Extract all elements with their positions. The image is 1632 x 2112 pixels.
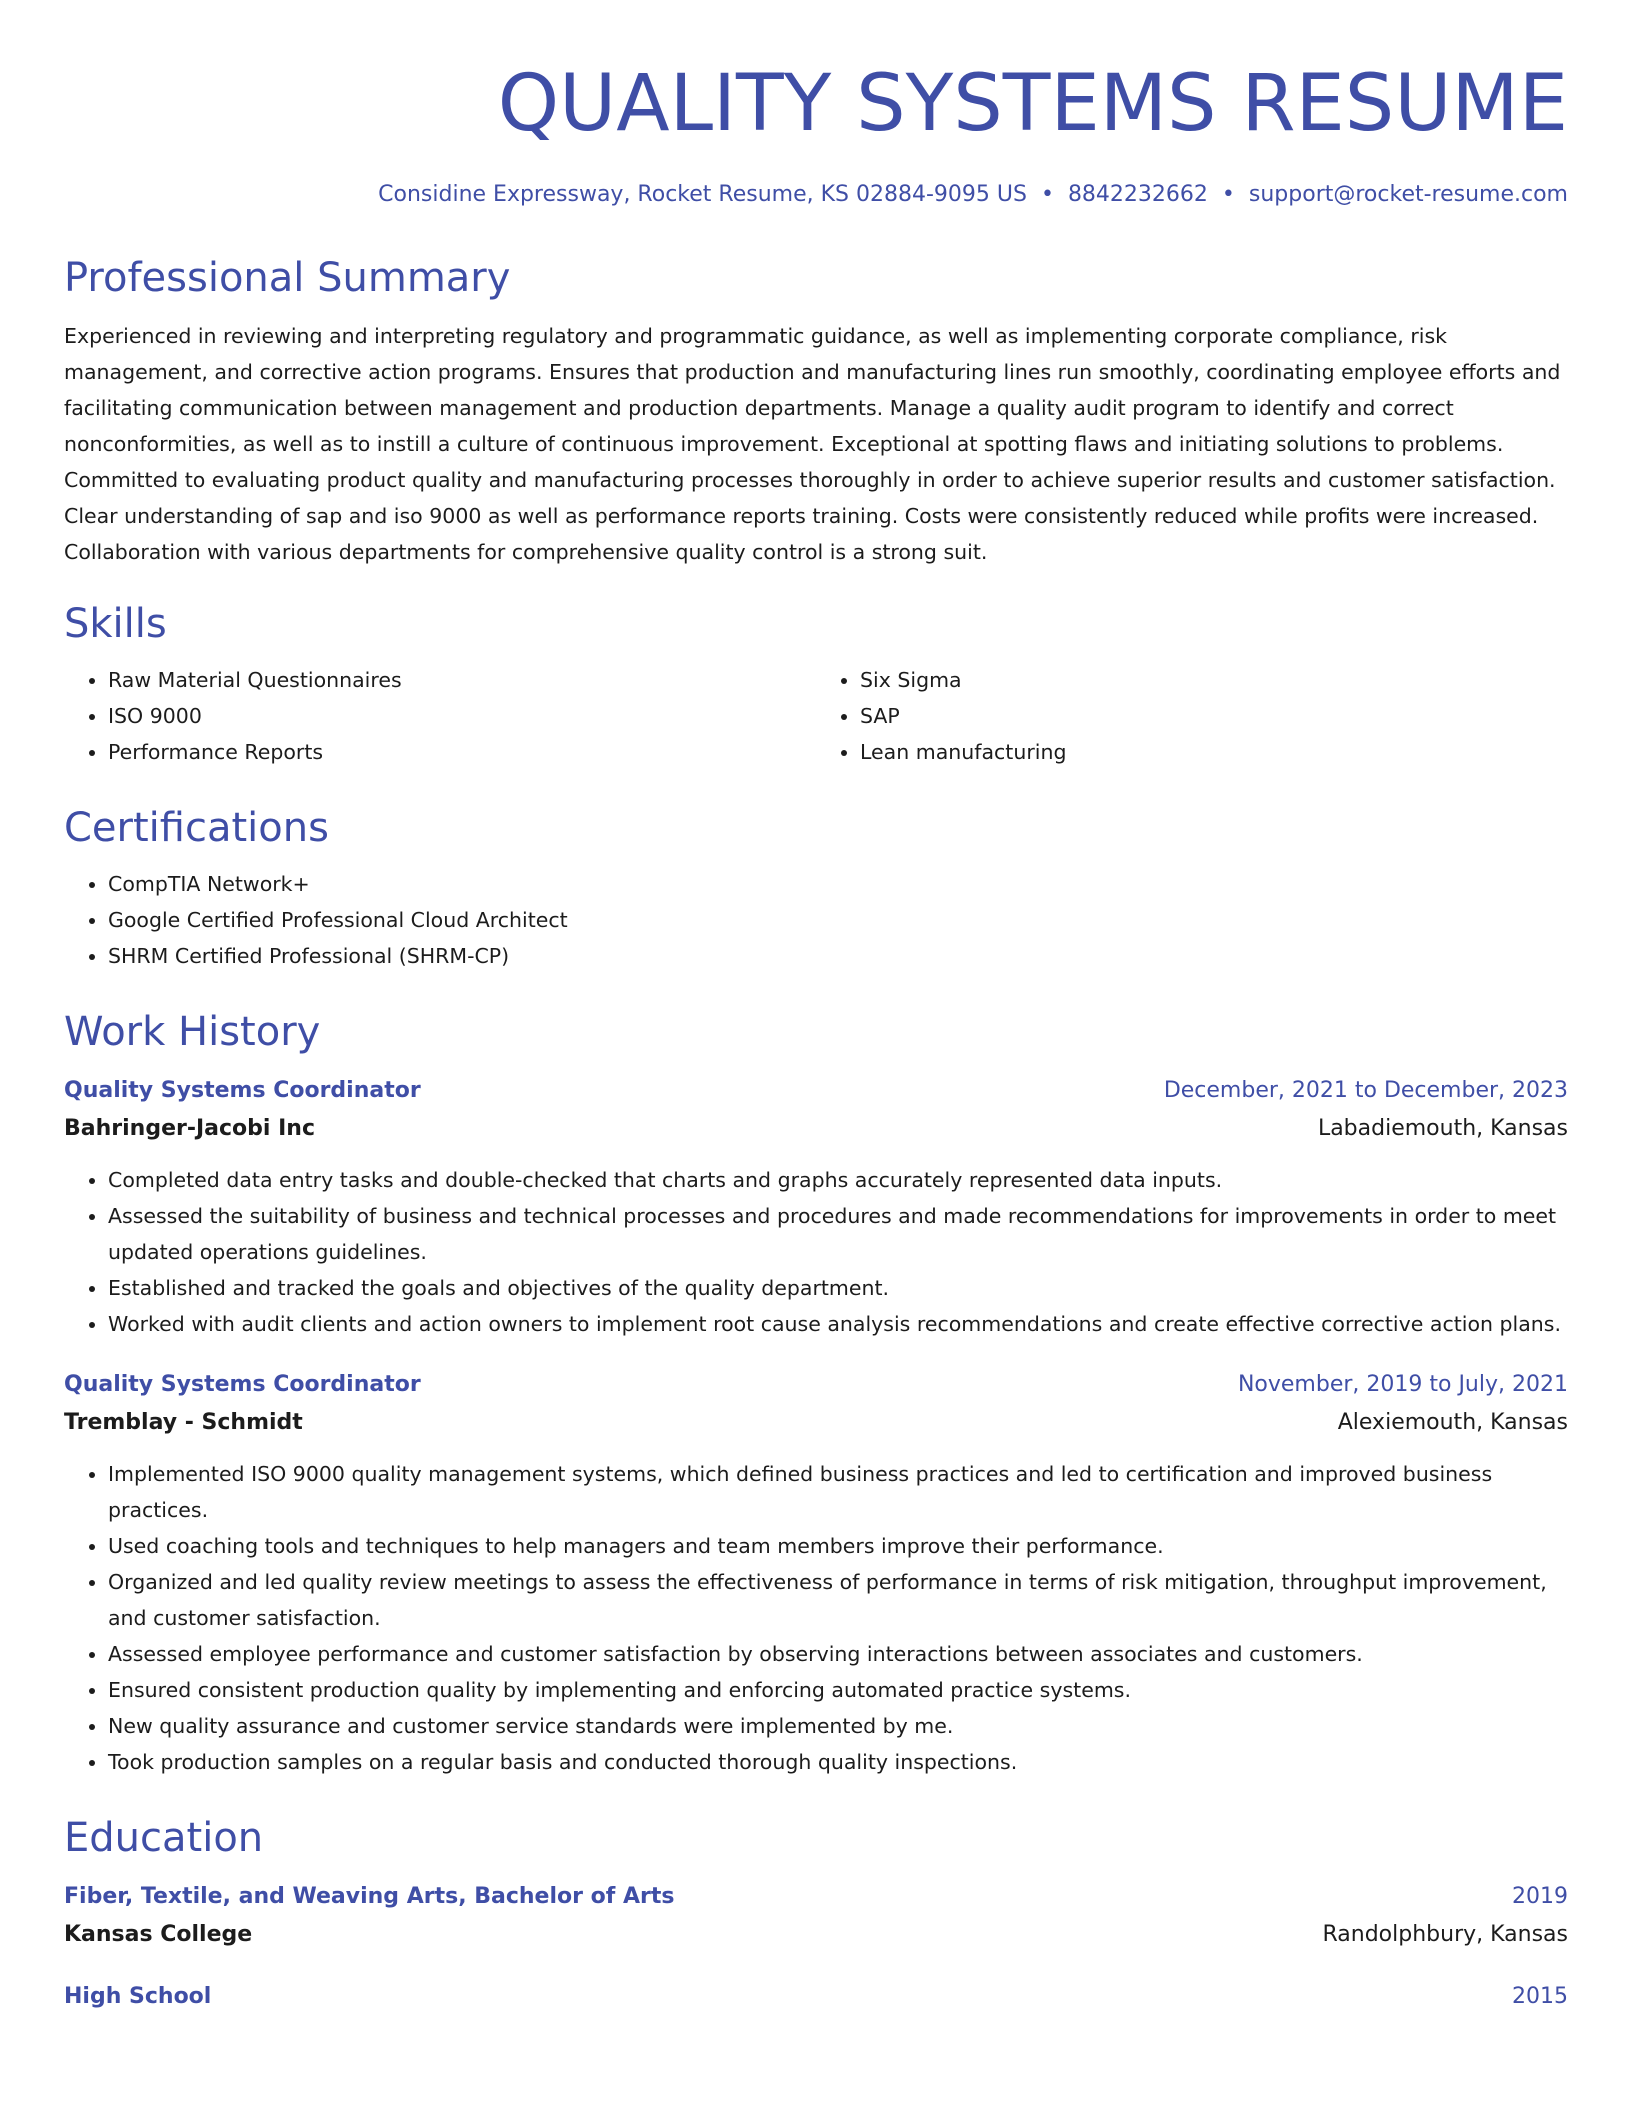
job-bullet: • Worked with audit clients and action owners to implement root cause analysis recommendations and create effective corrective action plans.: [108, 1306, 1568, 1342]
job-dates: November, 2019 to July, 2021: [1237, 1372, 1568, 1397]
skill-item: • Six Sigma: [860, 662, 1568, 698]
certifications-heading: Certifications: [64, 805, 329, 851]
contact-separator: •: [1040, 182, 1054, 207]
education-entry: [64, 1878, 1568, 1954]
job-bullet: • Assessed the suitability of business and technical processes and procedures and made recommendations for improvements in order to meet updated operations guidelines.: [108, 1198, 1568, 1270]
skills-list-left: [64, 662, 816, 770]
skill-item: • Raw Material Questionnaires: [108, 662, 816, 698]
skill-item: • ISO 9000: [108, 698, 816, 734]
job-bullet: • Completed data entry tasks and double-checked that charts and graphs accurately represented data inputs.: [108, 1162, 1568, 1198]
certifications-list: [64, 866, 1568, 974]
education-school: Kansas College: [64, 1922, 253, 1947]
education-degree: High School: [64, 1984, 212, 2009]
job-bullet: • Established and tracked the goals and objectives of the quality department.: [108, 1270, 1568, 1306]
job-bullet: • Assessed employee performance and customer satisfaction by observing interactions between associates and customers.: [108, 1636, 1568, 1672]
job-company-row: [64, 1404, 1568, 1442]
skills-list-right: [816, 662, 1568, 770]
certification-item: • CompTIA Network+: [108, 866, 1568, 902]
job-entry: [64, 1366, 1568, 1780]
job-header-row: [64, 1366, 1568, 1404]
education-header-row: [64, 1978, 1568, 2016]
job-title: Quality Systems Coordinator: [64, 1078, 421, 1103]
job-location: Labadiemouth, Kansas: [1317, 1116, 1568, 1141]
education-school-row: [64, 1916, 1568, 1954]
education-entry: [64, 1978, 1568, 2016]
job-location: Alexiemouth, Kansas: [1337, 1410, 1568, 1435]
education-header-row: [64, 1878, 1568, 1916]
job-entry: [64, 1072, 1568, 1342]
job-bullet: • Used coaching tools and techniques to help managers and team members improve their performance.: [108, 1528, 1568, 1564]
contact-line: [64, 180, 1568, 210]
job-bullet: • Organized and led quality review meetings to assess the effectiveness of performance in terms of risk mitigation, throughput improvement, and customer satisfaction.: [108, 1564, 1568, 1636]
summary-heading: Professional Summary: [64, 255, 511, 301]
contact-address: Considine Expressway, Rocket Resume, KS 02884-9095 US: [378, 182, 1027, 207]
contact-separator: •: [1221, 182, 1235, 207]
skills-heading: Skills: [64, 601, 167, 647]
job-company: Bahringer-Jacobi Inc: [64, 1116, 316, 1141]
skill-item: • Lean manufacturing: [860, 734, 1568, 770]
job-bullet: • Took production samples on a regular basis and conducted thorough quality inspections.: [108, 1744, 1568, 1780]
work-history-heading: Work History: [64, 1009, 321, 1055]
job-bullets: [64, 1162, 1568, 1342]
job-company: Tremblay - Schmidt: [64, 1410, 303, 1435]
resume-title: QUALITY SYSTEMS RESUME: [497, 59, 1568, 149]
education-heading: Education: [64, 1815, 264, 1861]
skills-grid: [64, 662, 1568, 770]
job-bullet: • Implemented ISO 9000 quality management systems, which defined business practices and led to certification and improved business practices.: [108, 1456, 1568, 1528]
contact-phone: 8842232662: [1067, 182, 1208, 207]
summary-text: Experienced in reviewing and interpreting regulatory and programmatic guidance, as well as implementing corporate compliance, risk management, and corrective action programs. Ensures that production and manufacturing lines run smoothly, coordinating employee efforts and facilitating communication between management and production departments. Manage a quality audit program to identify and correct nonconformities, as well as to instill a culture of continuous improvement. Exceptional at spotting flaws and initiating solutions to problems. Committed to evaluating product quality and manufacturing processes thoroughly in order to achieve superior results and customer satisfaction. Clear understanding of sap and iso 9000 as well as performance reports training. Costs were consistently reduced while profits were increased. Collaboration with various departments for comprehensive quality control is a strong suit.: [64, 324, 1561, 564]
job-dates: December, 2021 to December, 2023: [1163, 1078, 1568, 1103]
certification-item: • SHRM Certified Professional (SHRM-CP): [108, 938, 1568, 974]
job-bullets: [64, 1456, 1568, 1780]
education-year: 2019: [1512, 1884, 1568, 1909]
education-location: Randolphbury, Kansas: [1322, 1922, 1568, 1947]
contact-email[interactable]: support@rocket-resume.com: [1248, 182, 1568, 207]
job-company-row: [64, 1110, 1568, 1148]
certification-item: • Google Certified Professional Cloud Architect: [108, 902, 1568, 938]
education-degree: Fiber, Textile, and Weaving Arts, Bachelor of Arts: [64, 1884, 675, 1909]
job-bullet: • New quality assurance and customer service standards were implemented by me.: [108, 1708, 1568, 1744]
job-bullet: • Ensured consistent production quality by implementing and enforcing automated practice systems.: [108, 1672, 1568, 1708]
skill-item: • Performance Reports: [108, 734, 816, 770]
education-year: 2015: [1512, 1984, 1568, 2009]
job-header-row: [64, 1072, 1568, 1110]
job-title: Quality Systems Coordinator: [64, 1372, 421, 1397]
skill-item: • SAP: [860, 698, 1568, 734]
